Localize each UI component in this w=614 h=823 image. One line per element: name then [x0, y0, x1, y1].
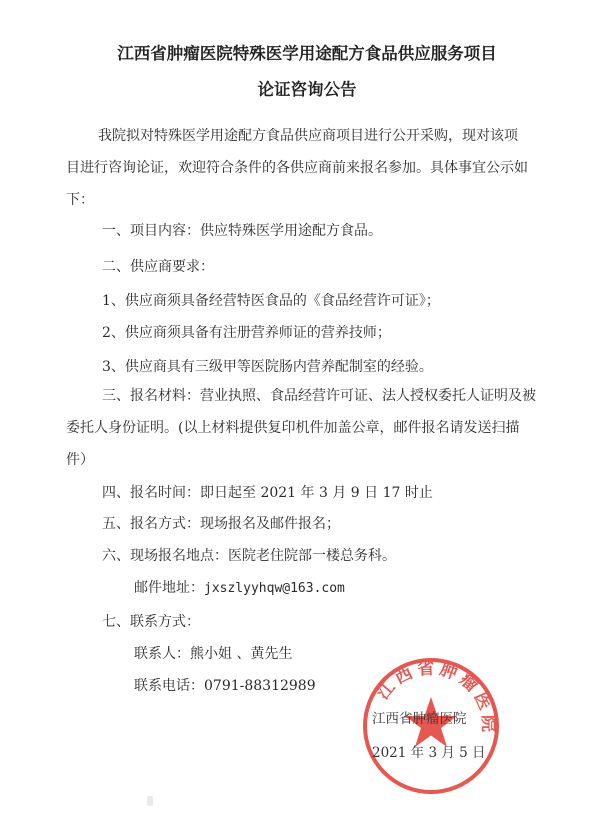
contact-phone: 联系电话：0791-88312989 [134, 678, 316, 694]
scan-artifact [147, 796, 153, 806]
intro-line: 目进行咨询论证，欢迎符合条件的各供应商前来报名参加。具体事宜公示如 [66, 160, 528, 176]
email-row [134, 577, 345, 597]
intro-paragraph [66, 120, 582, 216]
materials-line: 委托人身份证明。(以上材料提供复印机件加盖公章，邮件报名请发送扫描 [66, 420, 520, 436]
document-title: 江西省肿瘤医院特殊医学用途配方食品供应服务项目 [117, 44, 497, 63]
email-address[interactable]: jxszlyyhqw@163.com [204, 581, 345, 596]
materials-line: 件） [66, 452, 94, 468]
item-contact: 七、联系方式： [102, 614, 200, 630]
intro-line: 我院拟对特殊医学用途配方食品供应商项目进行公开采购，现对该项 [98, 128, 518, 144]
email-label: 邮件地址： [134, 580, 204, 596]
signature-organization: 江西省肿瘤医院 [372, 711, 467, 727]
document-subtitle: 论证咨询公告 [257, 80, 357, 99]
requirement-2: 2、供应商须具备有注册营养师证的营养技师； [102, 325, 391, 341]
item-registration-location: 六、现场报名地点：医院老住院部一楼总务科。 [102, 548, 396, 564]
requirement-1: 1、供应商须具备经营特医食品的《食品经营许可证》； [102, 293, 440, 309]
contact-person: 联系人：熊小姐 、黄先生 [134, 646, 293, 662]
materials-line: 三、报名材料：营业执照、食品经营许可证、法人授权委托人证明及被 [102, 388, 536, 404]
intro-line: 下： [66, 192, 94, 208]
item-project-content: 一、项目内容：供应特殊医学用途配方食品。 [102, 223, 382, 239]
signature-date: 2021 年 3 月 5 日 [372, 745, 486, 761]
item-registration-time: 四、报名时间：即日起至 2021 年 3 月 9 日 17 时止 [102, 485, 433, 501]
svg-text:江西省肿瘤医院: 江西省肿瘤医院 [373, 658, 499, 737]
item-supplier-requirements: 二、供应商要求： [102, 259, 214, 275]
requirement-3: 3、供应商具有三级甲等医院肠内营养配制室的经验。 [102, 359, 433, 375]
item-registration-method: 五、报名方式：现场报名及邮件报名； [102, 516, 340, 532]
item-registration-materials [66, 380, 582, 476]
